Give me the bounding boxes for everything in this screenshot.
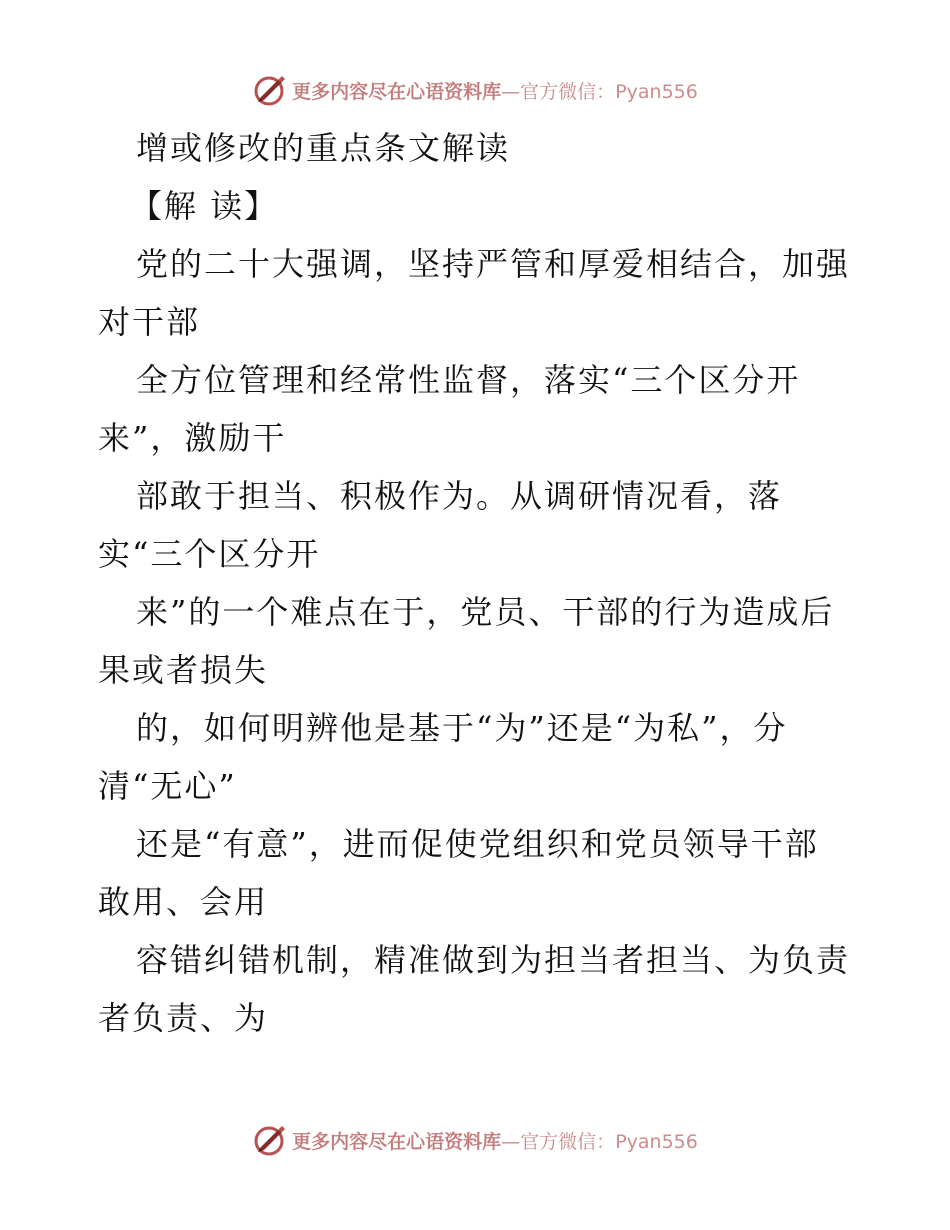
- body-line: 部敢于担当、积极作为。从调研情况看，落: [136, 477, 783, 515]
- footer-watermark: [252, 1122, 698, 1158]
- body-line: 来”的一个难点在于，党员、干部的行为造成后: [136, 593, 835, 631]
- banner-brand: 更多内容尽在心语资料库: [292, 80, 502, 103]
- body-line: 还是“有意”，进而促使党组织和党员领导干部: [136, 825, 819, 863]
- section-heading: 【解 读】: [130, 187, 279, 225]
- body-line: 实“三个区分开: [98, 535, 321, 573]
- header-watermark-banner: [0, 70, 950, 110]
- banner-label: 官方微信：: [520, 1130, 616, 1153]
- header-watermark-text: [292, 77, 698, 104]
- footer-watermark-banner: [0, 1120, 950, 1160]
- body-line: 清“无心”: [98, 767, 237, 805]
- banner-wechat-id: Pyan556: [615, 1130, 698, 1153]
- footer-watermark-text: [292, 1127, 698, 1154]
- header-watermark: [252, 72, 698, 108]
- pen-logo-icon: [252, 1122, 288, 1158]
- banner-separator: —: [501, 1130, 521, 1153]
- banner-separator: —: [501, 80, 521, 103]
- body-line: 容错纠错机制，精准做到为担当者担当、为负责: [136, 941, 851, 979]
- body-line: 果或者损失: [98, 651, 269, 689]
- body-line: 全方位管理和经常性监督，落实“三个区分开: [136, 361, 801, 399]
- body-line: 增或修改的重点条文解读: [136, 129, 511, 167]
- body-line: 者负责、为: [98, 999, 269, 1037]
- body-line: 对干部: [98, 303, 201, 341]
- banner-label: 官方微信：: [520, 80, 616, 103]
- pen-logo-icon: [252, 72, 288, 108]
- body-line: 来”，激励干: [98, 419, 287, 457]
- body-line: 敢用、会用: [98, 883, 269, 921]
- body-line: 党的二十大强调，坚持严管和厚爱相结合，加强: [136, 245, 851, 283]
- banner-wechat-id: Pyan556: [615, 80, 698, 103]
- banner-brand: 更多内容尽在心语资料库: [292, 1130, 502, 1153]
- body-line: 的，如何明辨他是基于“为”还是“为私”，分: [136, 709, 788, 747]
